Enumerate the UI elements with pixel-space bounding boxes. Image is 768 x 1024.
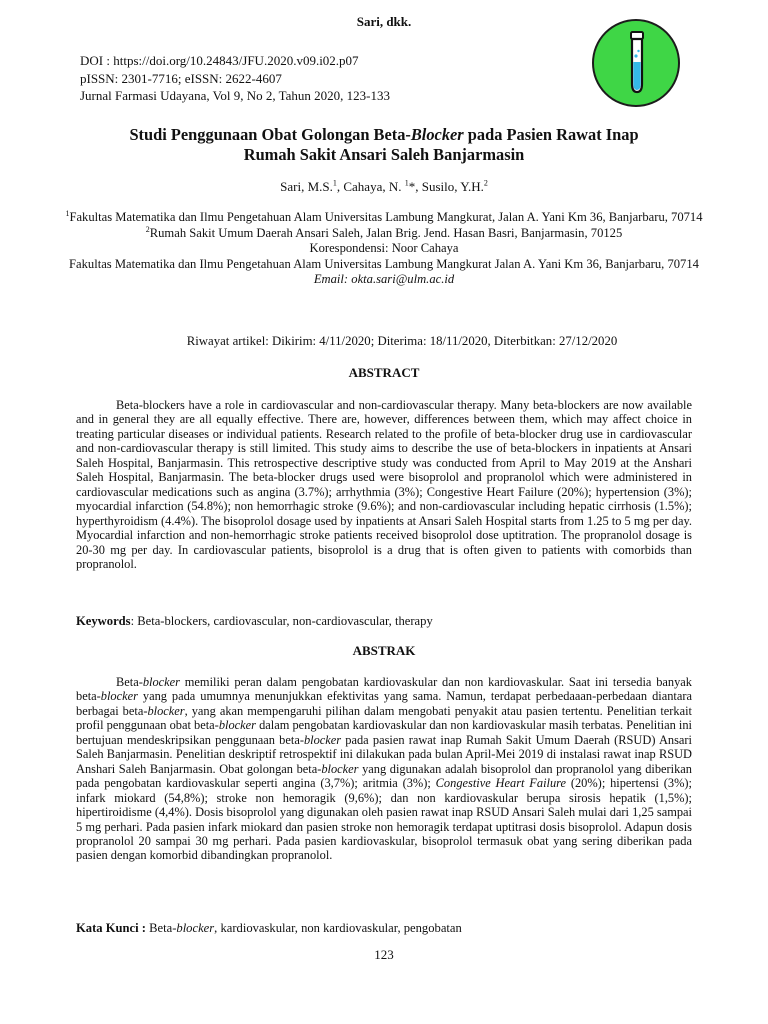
abstrak-italic-term: blocker — [321, 761, 359, 776]
abstrak-body — [76, 675, 692, 863]
running-head: Sari, dkk. — [356, 14, 412, 29]
journal-line: Jurnal Farmasi Udayana, Vol 9, No 2, Tahun 2020, 123-133 — [80, 88, 390, 103]
author-list: Sari, M.S.$^1$, Cahaya, N. $^1$*, Susilo, Y.H.$^2$ — [280, 178, 488, 194]
abstrak-italic-term: blocker — [303, 732, 342, 747]
abstrak-text-run: pada pasien rawat inap Rumah Sakit Umum Daerah (RSUD) Ansari Saleh Banjarmasin. Penelitian deskriptif retrospektif ini dilakukan pada bulan April-Mei 2019 di instalasi rawat inap RSUD Anshari Saleh Banjarmasin. Obat golongan beta- — [76, 732, 692, 776]
issn-line: pISSN: 2301-7716; eISSN: 2622-4607 — [80, 70, 282, 86]
page-number: 123 — [374, 947, 394, 962]
article-metadata — [80, 52, 390, 105]
abstrak-text-run: dalam pengobatan kardiovaskular dan non kardiovaskular masih terbatas. Penelitian ini bertujuan mendeskripsikan penggunaan beta- — [76, 718, 692, 747]
abstrak-text-run: yang digunakan adalah bisoprolol dan propranolol yang diberikan pada pengobatan kardiovaskular seperti angina (3,7%); aritmia (3%); — [76, 761, 692, 791]
abstrak-italic-term: Congestive Heart Failure — [435, 776, 567, 791]
correspondence-affiliation: Fakultas Matematika dan Ilmu Pengetahuan Alam Universitas Lambung Mangkurat Jalan A. Yani Km 36, Banjarbaru, 70714 — [69, 256, 699, 271]
affiliations — [60, 210, 708, 288]
abstrak-text-run: , yang akan mempengaruhi pilihan dalam mengobati penyakit atau pasien tertentu. Penelitian terkait profil penggunaan obat beta- — [76, 703, 692, 733]
abstrak-text-run: yang pada umumnya menunjukkan efektivitas yang sama. Namun, terdapat perbedaaan-perbedaan diantara berbagai beta- — [76, 689, 692, 718]
abstrak-italic-term: blocker — [218, 718, 256, 733]
test-tube-icon — [631, 32, 643, 92]
affiliation-1: $^1$Fakultas Matematika dan Ilmu Pengetahuan Alam Universitas Lambung Mangkurat, Jalan A. Yani Km 36, Banjarbaru, 70714 — [65, 208, 703, 224]
keywords-line: Keywords: Beta-blockers, cardiovascular, non-cardiovascular, therapy — [76, 614, 433, 628]
affiliation-2: $^2$Rumah Sakit Umum Daerah Ansari Saleh, Jalan Brig. Jend. Hasan Basri, Banjarmasin, 70125 — [145, 224, 623, 240]
abstract-heading: ABSTRACT — [348, 365, 420, 380]
article-history: Riwayat artikel: Dikirim: 4/11/2020; Diterima: 18/11/2020, Diterbitkan: 27/12/2020 — [186, 334, 618, 348]
correspondence: Korespondensi: Noor Cahaya — [309, 241, 459, 255]
abstrak-italic-term: blocker — [142, 675, 180, 689]
abstrak-text-run: memiliki peran dalam pengobatan kardiovaskular dan non kardiovaskular. Saat ini tersedia banyak beta- — [76, 675, 692, 704]
email-link[interactable]: Email: okta.sari@ulm.ac.id — [313, 272, 455, 286]
article-title: Studi Penggunaan Obat Golongan Beta-Blocker pada Pasien Rawat Inap Rumah Sakit Ansari Saleh Banjarmasin — [129, 125, 639, 164]
abstrak-heading: ABSTRAK — [352, 643, 416, 658]
journal-logo — [591, 18, 681, 108]
abstract-body: Beta-blockers have a role in cardiovascular and non-cardiovascular therapy. Many beta-blockers are now available and in general they are all equally effective. There are, however, differences between them, which may affect choice in treating particular diseases or individual patients. Research related to the profile of beta-blocker drug use in cardiovascular and non-cardiovascular therapy is still limited. This study aims to describe the use of beta-blockers in inpatients at Ansari Saleh Hospital, Banjarmasin. This retrospective descriptive study was conducted from April to May 2019 at the Anshari Saleh Hospital, Banjarmasin. The beta-blocker drugs used were bisoprolol and propranolol which were administered in cardiovascular medications such as angina (3.7%); arrhythmia (3%); Congestive Heart Failure (20%); hypertension (3%); myocardial infarction (54.8%); non hemorrhagic stroke (9.6%); and non-cardiovascular including hepatic cirrhosis (1.5%); hyperthyroidism (4.4%). The bisoprolol dosage used by inpatients at Ansari Saleh Hospital starts from 1.25 to 5 mg per day. Myocardial infarction and non-hemorrhagic stroke patients received bisoprolol dose uptitration. The propranolol dosage is 20-30 mg per day. In cardiovascular patients, bisoprolol is a drug that is often given to patients with comorbids than propranolol. — [76, 398, 692, 571]
abstrak-text-run: Beta- — [116, 675, 143, 689]
doi-line: DOI : https://doi.org/10.24843/JFU.2020.v09.i02.p07 — [80, 53, 359, 68]
kata-kunci-line: Kata Kunci : Beta-blocker, kardiovaskular, non kardiovaskular, pengobatan — [76, 921, 462, 935]
abstrak-italic-term: blocker — [147, 703, 185, 718]
abstrak-italic-term: blocker — [100, 689, 138, 704]
abstrak-text-run: (20%); hipertensi (3%); infark miokard (54,8%); stroke non hemoragik (9,6%); dan non kardiovaskular berupa sirosis hepatik (1,5%); hipertiroidisme (4,4%). Dosis bisoprolol yang digunakan oleh pasien rawat inap RSUD Ansari Saleh mulai dari 1,25 sampai 5 mg perhari. Pada pasien infark miokard dan pasien stroke non hemoragik terdapat uptitrasi dosis bisoprolol. Adapun dosis propranolol 20 sampai 30 mg perhari. Pada pasien kardiovaskular, bisoprolol termasuk obat yang sering diberikan pada pasien dengan komorbid dibandingkan propranolol. — [76, 776, 692, 863]
